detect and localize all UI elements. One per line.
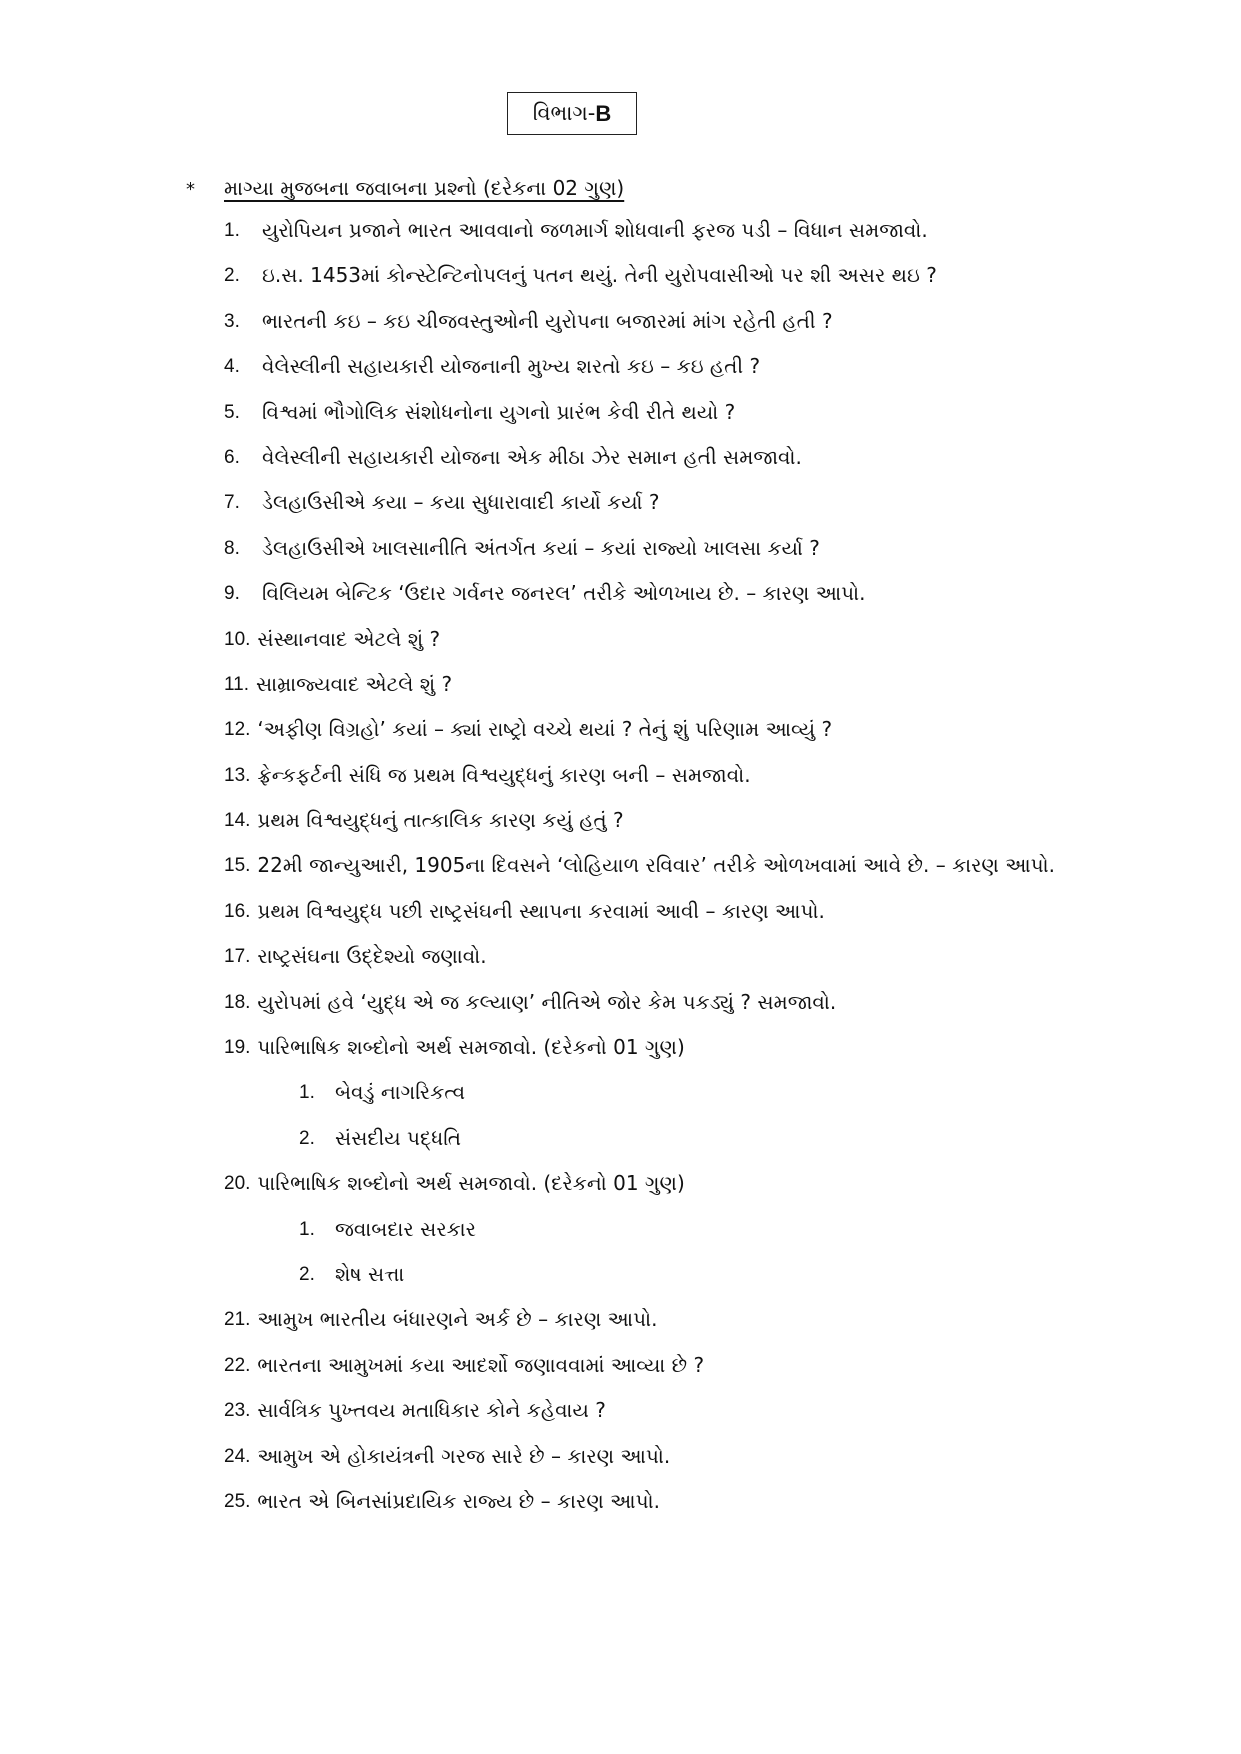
item-text: આમુખ એ હોકાયંત્રની ગરજ સારે છે – કારણ આપો. (257, 1443, 671, 1468)
item-text: યુરોપિયન પ્રજાને ભારત આવવાનો જળમાર્ગ શોધવાની ફરજ પડી – વિધાન સમજાવો. (262, 218, 928, 242)
item-text: ફ્રેન્કફર્ટની સંધિ જ પ્રથમ વિશ્વયુદ્ધનું કારણ બની – સમજાવો. (257, 762, 751, 787)
item-text: આમુખ ભારતીય બંધારણને અર્ક છે – કારણ આપો. (257, 1307, 658, 1332)
question-list (224, 218, 1224, 1534)
item-text: ડેલહાઉસીએ ખાલસાનીતિ અંતર્ગત કયાં – કયાં રાજ્યો ખાલસા કર્યા ? (262, 535, 820, 560)
question-item (224, 218, 1224, 263)
item-number: 2. (299, 1263, 315, 1285)
item-text: શેષ સત્તા (335, 1261, 405, 1286)
item-number: 1. (299, 1082, 315, 1104)
item-number: 20. (224, 1173, 251, 1195)
item-text: વિલિયમ બેન્ટિક ‘ઉદાર ગર્વનર જનરલ’ તરીકે ઓળખાય છે. – કારણ આપો. (262, 581, 866, 606)
section-title-prefix: વિભાગ- (532, 101, 596, 125)
item-text: જવાબદાર સરકાર (335, 1216, 477, 1241)
item-text: ડેલહાઉસીએ કયા – કયા સુધારાવાદી કાર્યો કર્યા ? (262, 490, 660, 515)
question-item (224, 354, 1224, 399)
item-number: 13. (224, 764, 251, 786)
sub-list-item (224, 1126, 1224, 1171)
item-text: ‘અફીણ વિગ્રહો’ કયાં – ક્યાં રાષ્ટ્રો વચ્ચે થયાં ? તેનું શું પરિણામ આવ્યું ? (257, 717, 833, 742)
item-number: 1. (299, 1218, 315, 1240)
item-text: સાર્વત્રિક પુખ્તવય મતાધિકાર કોને કહેવાય ? (257, 1398, 606, 1423)
question-item (224, 763, 1224, 808)
section-title-box (507, 92, 637, 135)
question-group-heading (186, 176, 624, 200)
question-item (224, 263, 1224, 308)
question-item (224, 309, 1224, 354)
item-number: 17. (224, 946, 251, 968)
question-item (224, 1444, 1224, 1489)
item-number: 8. (224, 537, 240, 559)
item-number: 21. (224, 1309, 251, 1331)
item-number: 12. (224, 719, 251, 741)
question-item (224, 853, 1224, 898)
question-item (224, 1171, 1224, 1216)
question-item (224, 808, 1224, 853)
question-item (224, 1489, 1224, 1534)
question-item (224, 672, 1224, 717)
question-item (224, 536, 1224, 581)
item-number: 11. (224, 673, 250, 695)
item-text: વેલેસ્લીની સહાયકારી યોજના એક મીઠા ઝેર સમાન હતી સમજાવો. (262, 444, 802, 469)
item-number: 3. (224, 310, 240, 332)
item-number: 19. (224, 1037, 251, 1059)
question-item (224, 990, 1224, 1035)
item-text: યુરોપમાં હવે ‘યુદ્ધ એ જ કલ્યાણ’ નીતિએ જોર કેમ પકડ્યું ? સમજાવો. (257, 989, 837, 1014)
item-number: 16. (224, 900, 251, 922)
item-number: 7. (224, 492, 240, 514)
question-item (224, 717, 1224, 762)
item-text: સંસ્થાનવાદ એટલે શું ? (257, 626, 441, 651)
item-text: બેવડું નાગરિકત્વ (335, 1080, 466, 1105)
item-text: ઇ.સ. 1453માં કોન્સ્ટેન્ટિનોપલનું પતન થયું. તેની યુરોપવાસીઓ પર શી અસર થઇ ? (262, 263, 937, 288)
question-item (224, 627, 1224, 672)
item-number: 22. (224, 1354, 251, 1376)
question-item (224, 1353, 1224, 1398)
item-number: 4. (224, 356, 240, 378)
item-text: પ્રથમ વિશ્વયુદ્ધ પછી રાષ્ટ્રસંઘની સ્થાપના કરવામાં આવી – કારણ આપો. (257, 898, 825, 923)
item-text: ભારતના આમુખમાં કયા આદર્શો જણાવવામાં આવ્યા છે ? (257, 1352, 705, 1377)
bullet-asterisk: * (186, 179, 195, 200)
item-text: વેલેસ્લીની સહાયકારી યોજનાની મુખ્ય શરતો કઇ – કઇ હતી ? (262, 354, 761, 379)
question-item (224, 944, 1224, 989)
item-text: 22મી જાન્યુઆરી, 1905ના દિવસને ‘લોહિયાળ રવિવાર’ તરીકે ઓળખવામાં આવે છે. – કારણ આપો. (257, 853, 1056, 878)
item-number: 6. (224, 446, 240, 468)
item-number: 2. (299, 1127, 315, 1149)
question-item (224, 1398, 1224, 1443)
section-title-letter: B (595, 100, 612, 126)
item-text: રાષ્ટ્રસંઘના ઉદ્દેશ્યો જણાવો. (257, 944, 487, 969)
item-number: 24. (224, 1445, 251, 1467)
item-number: 14. (224, 810, 251, 832)
item-text: પારિભાષિક શબ્દોનો અર્થ સમજાવો. (દરેકનો 01 ગુણ) (257, 1035, 685, 1060)
heading-text: માગ્યા મુજબના જવાબના પ્રશ્નો (દરેકના 02 ગુણ) (224, 176, 625, 200)
item-number: 2. (224, 265, 240, 287)
item-text: ભારતની કઇ – કઇ ચીજવસ્તુઓની યુરોપના બજારમાં માંગ રહેતી હતી ? (262, 308, 833, 333)
item-number: 25. (224, 1490, 251, 1512)
sub-list-item (224, 1080, 1224, 1125)
item-text: પ્રથમ વિશ્વયુદ્ધનું તાત્કાલિક કારણ કયું હતું ? (257, 808, 624, 833)
sub-list-item (224, 1217, 1224, 1262)
sub-list-item (224, 1262, 1224, 1307)
question-item (224, 490, 1224, 535)
question-item (224, 400, 1224, 445)
question-item (224, 1307, 1224, 1352)
item-text: સંસદીય પદ્ધતિ (335, 1125, 461, 1150)
question-item (224, 899, 1224, 944)
item-number: 23. (224, 1400, 251, 1422)
item-number: 9. (224, 583, 240, 605)
item-text: ભારત એ બિનસાંપ્રદાયિક રાજ્ય છે – કારણ આપો. (257, 1488, 660, 1513)
item-number: 1. (224, 220, 240, 241)
question-item (224, 445, 1224, 490)
item-text: પારિભાષિક શબ્દોનો અર્થ સમજાવો. (દરેકનો 01 ગુણ) (257, 1171, 685, 1196)
item-number: 10. (224, 628, 251, 650)
question-item (224, 581, 1224, 626)
item-number: 15. (224, 855, 251, 877)
item-text: સામ્રાજ્યવાદ એટલે શું ? (256, 671, 453, 696)
question-item (224, 1035, 1224, 1080)
item-text: વિશ્વમાં ભૌગોલિક સંશોધનોના યુગનો પ્રારંભ કેવી રીતે થયો ? (262, 399, 736, 424)
item-number: 5. (224, 401, 240, 423)
item-number: 18. (224, 991, 251, 1013)
